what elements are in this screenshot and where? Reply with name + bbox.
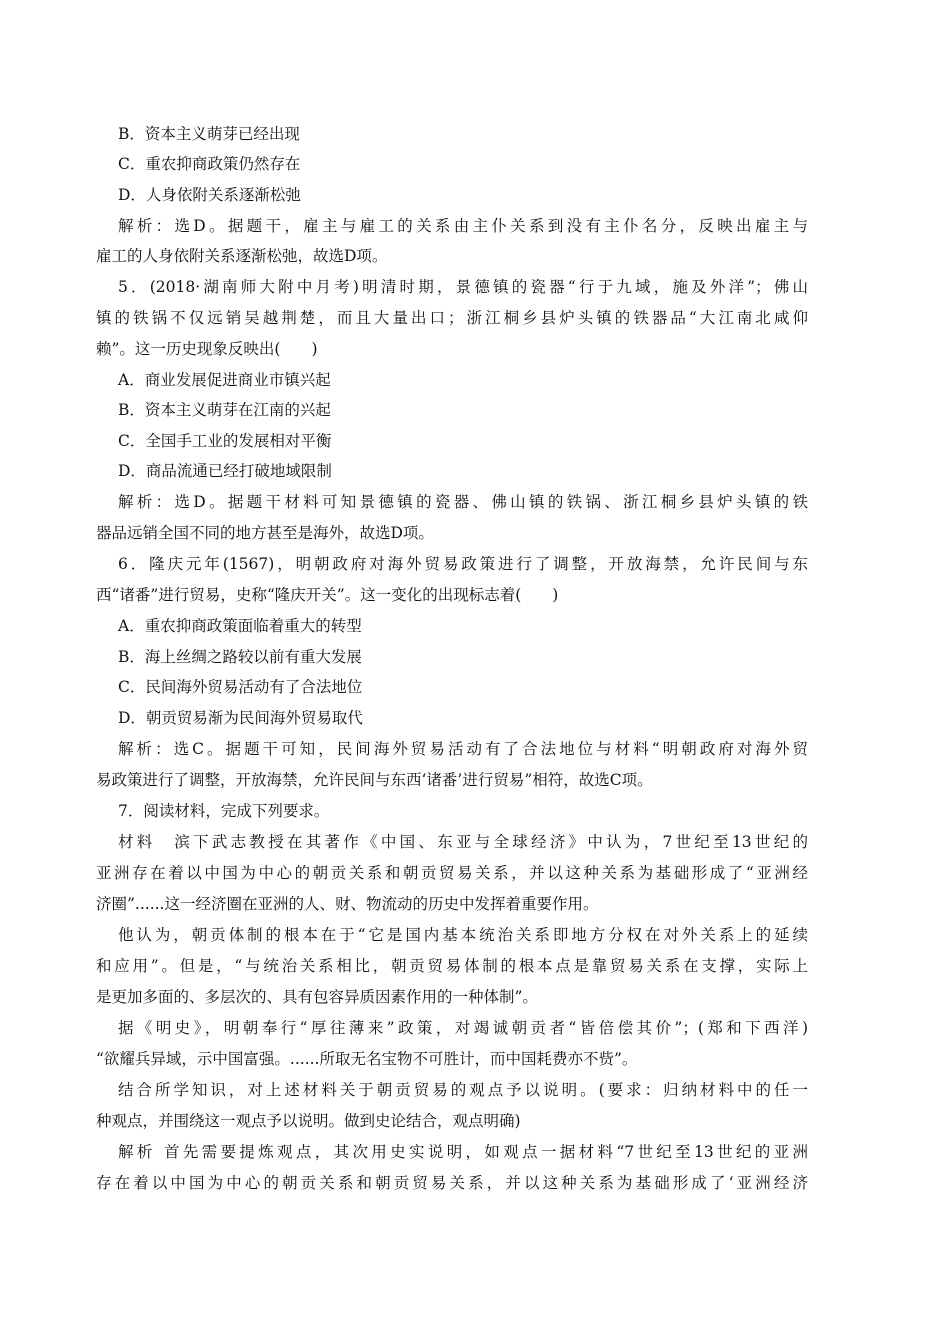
q5-analysis-line-1: 解析：选D。据题干材料可知景德镇的瓷器、佛山镇的铁锅、浙江桐乡县炉头镇的铁 [118, 493, 808, 511]
q6-analysis-line-2: 易政策进行了调整，开放海禁，允许民间与东西‘诸番’进行贸易”相符，故选C项。 [96, 771, 653, 789]
q6-option-a: A．重农抑商政策面临着重大的转型 [118, 617, 362, 635]
q7-analysis-line-2: 存在着以中国为中心的朝贡关系和朝贡贸易关系，并以这种关系为基础形成了‘亚洲经济 [96, 1174, 808, 1192]
q5-stem-line-1: 5．(2018·湖南师大附中月考)明清时期，景德镇的瓷器“行于九域，施及外洋”；佛山 [118, 278, 808, 296]
q7-material-line-2: 亚洲存在着以中国为中心的朝贡关系和朝贡贸易关系，并以这种关系为基础形成了“亚洲经 [96, 864, 808, 882]
q6-analysis-line-1: 解析：选C。据题干可知，民间海外贸易活动有了合法地位与材料“明朝政府对海外贸 [118, 740, 808, 758]
q7-analysis-line-1: 解析 首先需要提炼观点，其次用史实说明，如观点一据材料“7世纪至13世纪的亚洲 [118, 1143, 808, 1161]
q5-option-d: D．商品流通已经打破地域限制 [118, 462, 332, 480]
q5-option-b: B．资本主义萌芽在江南的兴起 [118, 401, 331, 419]
q4-option-d: D．人身依附关系逐渐松弛 [118, 186, 301, 204]
q4-option-c: C．重农抑商政策仍然存在 [118, 155, 301, 173]
q4-analysis-line-2: 雇工的人身依附关系逐渐松弛，故选D项。 [96, 247, 388, 265]
q4-analysis-line-1: 解析：选D。据题干，雇主与雇工的关系由主仆关系到没有主仆名分，反映出雇主与 [118, 217, 808, 235]
q7-stem: 7．阅读材料，完成下列要求。 [118, 802, 330, 820]
q6-option-b: B．海上丝绸之路较以前有重大发展 [118, 648, 362, 666]
q7-para2-line-2: 和应用”。但是，“与统治关系相比，朝贡贸易体制的根本点是靠贸易关系在支撑，实际上 [96, 957, 808, 975]
q7-para2-line-3: 是更加多面的、多层次的、具有包容异质因素作用的一种体制”。 [96, 988, 538, 1006]
q7-task-line-1: 结合所学知识，对上述材料关于朝贡贸易的观点予以说明。(要求：归纳材料中的任一 [118, 1081, 808, 1099]
q5-analysis-line-2: 器品远销全国不同的地方甚至是海外，故选D项。 [96, 524, 434, 542]
q7-task-line-2: 种观点，并围绕这一观点予以说明。做到史论结合，观点明确) [96, 1112, 521, 1130]
q7-material-line-1: 材料 滨下武志教授在其著作《中国、东亚与全球经济》中认为，7世纪至13世纪的 [118, 833, 808, 851]
q5-stem-line-3: 赖”。这一历史现象反映出( ) [96, 340, 318, 358]
q7-material-line-3: 济圈”......这一经济圈在亚洲的人、财、物流动的历史中发挥着重要作用。 [96, 895, 599, 913]
q6-option-c: C．民间海外贸易活动有了合法地位 [118, 678, 363, 696]
q6-stem-line-1: 6．隆庆元年(1567)，明朝政府对海外贸易政策进行了调整，开放海禁，允许民间与东 [118, 555, 808, 573]
q6-option-d: D．朝贡贸易渐为民间海外贸易取代 [118, 709, 363, 727]
q7-para3-line-2: “欲耀兵异域，示中国富强。......所取无名宝物不可胜计，而中国耗费亦不赀”。 [96, 1050, 638, 1068]
q5-option-a: A．商业发展促进商业市镇兴起 [118, 371, 331, 389]
q4-option-b: B．资本主义萌芽已经出现 [118, 125, 300, 143]
q6-stem-line-2: 西“诸番”进行贸易，史称“隆庆开关”。这一变化的出现标志着( ) [96, 586, 559, 604]
q7-para2-line-1: 他认为，朝贡体制的根本在于“它是国内基本统治关系即地方分权在对外关系上的延续 [118, 926, 808, 944]
q7-para3-line-1: 据《明史》，明朝奉行“厚往薄来”政策，对竭诚朝贡者“皆倍偿其价”；(郑和下西洋) [118, 1019, 808, 1037]
q5-option-c: C．全国手工业的发展相对平衡 [118, 432, 332, 450]
q5-stem-line-2: 镇的铁锅不仅远销吴越荆楚，而且大量出口；浙江桐乡县炉头镇的铁器品“大江南北咸仰 [96, 309, 808, 327]
